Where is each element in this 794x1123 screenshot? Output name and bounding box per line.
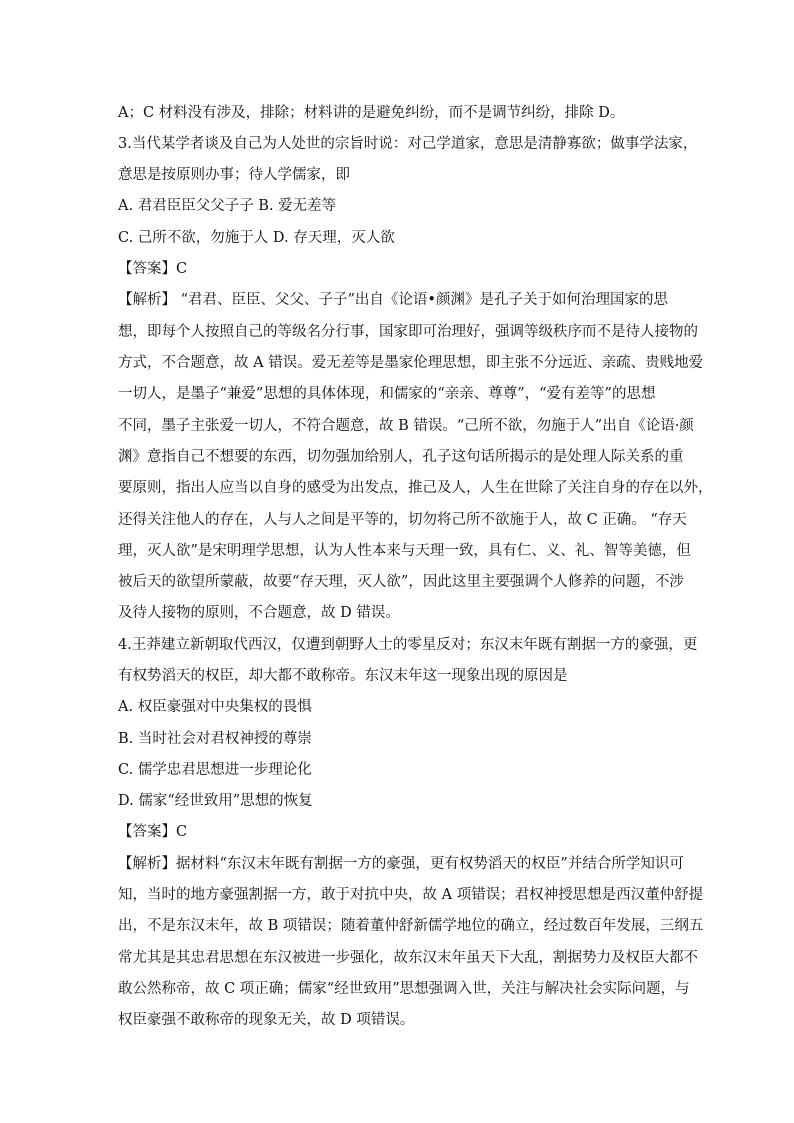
analysis-line: 及待人接物的原则，不合题意，故 D 错误。 [118, 605, 400, 621]
option-c: C. 儒学忠君思想进一步理论化 [118, 762, 312, 778]
question-3-stem: 3.当代某学者谈及自己为人处世的宗旨时说：对己学道家，意思是清静寡欲；做事学法家， [118, 136, 698, 152]
analysis-line: 渊》意指自己不想要的东西，切勿强加给别人，孔子这句话所揭示的是处理人际关系的重 [118, 449, 684, 465]
analysis-line: 敢公然称帝，故 C 项正确；儒家“经世致用”思想强调入世，关注与解决社会实际问题，与 [118, 981, 690, 997]
option-b: B. 当时社会对君权神授的尊崇 [118, 731, 312, 747]
question-3-stem-cont: 意思是按原则办事；待人学儒家，即 [118, 167, 350, 183]
analysis-line: 知，当时的地方豪强割据一方，敢于对抗中央，故 A 项错误；君权神授思想是西汉董仲舒提 [118, 887, 704, 903]
analysis-line: 想，即每个人按照自己的等级名分行事，国家即可治理好，强调等级秩序而不是待人接物的 [118, 324, 698, 340]
options-ab: A. 君君臣臣父父子子 B. 爱无差等 [118, 198, 337, 214]
analysis-line: 【解析】 “君君、臣臣、父父、子子”出自《论语•颜渊》是孔子关于如何治理国家的思 [118, 292, 668, 308]
option-a: A. 权臣豪强对中央集权的畏惧 [118, 699, 312, 715]
analysis-line: 一切人，是墨子“兼爱”思想的具体体现，和儒家的“亲亲、尊尊”，“爱有差等”的思想 [118, 386, 656, 402]
text-line: A；C 材料没有涉及，排除；材料讲的是避免纠纷，而不是调节纠纷，排除 D。 [118, 105, 625, 121]
analysis-line: 不同，墨子主张爱一切人，不符合题意，故 B 错误。“己所不欲，勿施于人”出自《论语·颜 [118, 418, 694, 434]
analysis-line: 还得关注他人的存在，人与人之间是平等的，切勿将己所不欲施于人，故 C 正确。 “存天 [118, 512, 687, 528]
answer-line: 【答案】C [118, 824, 188, 840]
analysis-line: 被后天的欲望所蒙蔽，故要“存天理，灭人欲”，因此这里主要强调个人修养的问题，不涉 [118, 574, 684, 590]
analysis-line: 理，灭人欲”是宋明理学思想，认为人性本来与天理一致，具有仁、义、礼、智等美德，但 [118, 543, 691, 559]
analysis-line: 要原则，指出人应当以自身的感受为出发点，推己及人，人生在世除了关注自身的存在以外， [118, 480, 713, 496]
analysis-line: 出，不是东汉末年，故 B 项错误；随着董仲舒新儒学地位的确立，经过数百年发展，三纲五 [118, 918, 704, 934]
analysis-line: 【解析】据材料“东汉末年既有割据一方的豪强，更有权势滔天的权臣”并结合所学知识可 [118, 856, 684, 872]
question-4-stem-cont: 有权势滔天的权臣，却大都不敢称帝。东汉末年这一现象出现的原因是 [118, 668, 568, 684]
question-4-stem: 4.王莽建立新朝取代西汉，仅遭到朝野人士的零星反对；东汉末年既有割据一方的豪强，更 [118, 637, 698, 653]
analysis-line: 权臣豪强不敢称帝的现象无关，故 D 项错误。 [118, 1012, 415, 1028]
option-d: D. 儒家“经世致用”思想的恢复 [118, 793, 313, 809]
analysis-line: 方式，不合题意，故 A 错误。爱无差等是墨家伦理思想，即主张不分远近、亲疏、贵贱地爱 [118, 355, 704, 371]
answer-line: 【答案】C [118, 261, 188, 277]
options-cd: C. 己所不欲，勿施于人 D. 存天理，灭人欲 [118, 230, 395, 246]
analysis-line: 常尤其是其忠君思想在东汉被进一步强化，故东汉末年虽天下大乱，割据势力及权臣大都不 [118, 950, 698, 966]
